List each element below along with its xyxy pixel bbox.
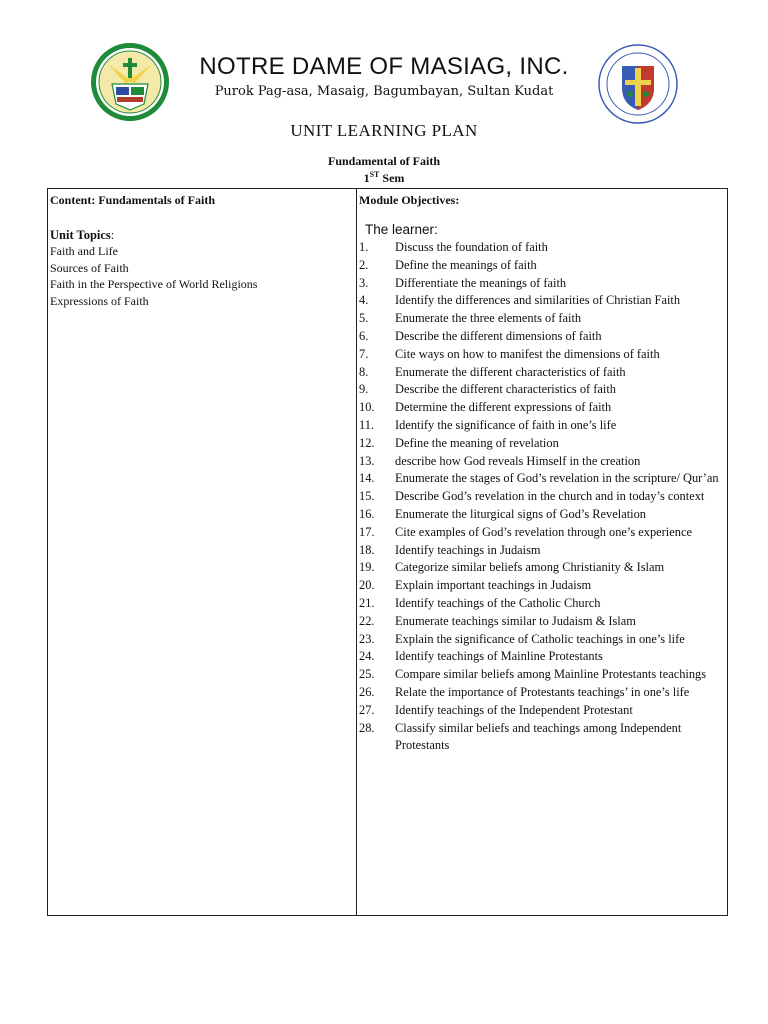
objective-text: Enumerate the liturgical signs of God’s Revelation [395, 506, 646, 521]
objective-item [359, 559, 727, 577]
objective-text: Classify similar beliefs and teachings among Independent Protestants [395, 720, 682, 753]
objective-text: Identify teachings of the Independent Protestant [395, 702, 633, 717]
objective-item [359, 417, 727, 435]
objective-item [359, 631, 727, 649]
content-heading: Content: Fundamentals of Faith [50, 193, 216, 207]
objective-number: 10. [359, 400, 375, 415]
unit-topics-label: Unit Topics [50, 227, 111, 242]
content-column [50, 192, 350, 309]
objective-number: 18. [359, 542, 375, 557]
objective-number: 8. [359, 364, 369, 379]
unit-topics-heading: Unit Topics: [50, 227, 115, 242]
plan-table [47, 188, 728, 916]
objective-item [359, 488, 727, 506]
objective-text: Enumerate the different characteristics of faith [395, 364, 626, 379]
objective-item [359, 470, 727, 488]
objective-item [359, 666, 727, 684]
objectives-list [359, 239, 727, 755]
objective-item [359, 346, 727, 364]
objective-number: 26. [359, 684, 375, 699]
objective-item [359, 310, 727, 328]
objective-text: Enumerate the stages of God’s revelation in the scripture/ Qur’an [395, 471, 719, 486]
objective-number: 24. [359, 649, 375, 664]
objective-item [359, 702, 727, 720]
objective-item [359, 292, 727, 310]
objective-number: 5. [359, 311, 369, 326]
objective-text: Identify the differences and similarities of Christian Faith [395, 293, 681, 308]
objective-item [359, 648, 727, 666]
objective-number: 21. [359, 595, 375, 610]
objective-number: 22. [359, 613, 375, 628]
objective-item [359, 328, 727, 346]
objective-text: Differentiate the meanings of faith [395, 275, 567, 290]
objective-item [359, 595, 727, 613]
objective-item [359, 257, 727, 275]
objective-text: Define the meanings of faith [395, 257, 537, 272]
topic-item: Faith in the Perspective of World Religions [50, 277, 258, 291]
objective-item [359, 399, 727, 417]
objective-item [359, 381, 727, 399]
objective-number: 27. [359, 702, 375, 717]
objective-item [359, 239, 727, 257]
objective-number: 11. [359, 417, 375, 432]
objective-item [359, 542, 727, 560]
objective-number: 9. [359, 382, 369, 397]
objective-text: Describe the different dimensions of faith [395, 328, 602, 343]
objective-number: 1. [359, 240, 369, 254]
module-objectives-heading: Module Objectives: [359, 193, 460, 207]
objective-number: 25. [359, 667, 375, 682]
objective-number: 13. [359, 453, 375, 468]
learner-label: The learner: [365, 222, 438, 237]
objective-text: Relate the importance of Protestants teachings’ in one’s life [395, 684, 690, 699]
objective-item [359, 453, 727, 471]
objective-text: Enumerate teachings similar to Judaism & Islam [395, 613, 636, 628]
objective-text: Identify teachings in Judaism [395, 542, 541, 557]
objective-text: Enumerate the three elements of faith [395, 311, 582, 326]
objective-number: 20. [359, 578, 375, 593]
objective-number: 16. [359, 506, 375, 521]
topic-item: Sources of Faith [50, 260, 129, 275]
objective-number: 28. [359, 720, 375, 735]
objective-number: 3. [359, 275, 369, 290]
plan-subtitle: Fundamental of Faith [327, 154, 440, 168]
objective-text: Compare similar beliefs among Mainline Protestants teachings [395, 667, 707, 682]
objective-number: 15. [359, 489, 375, 504]
objective-item [359, 364, 727, 382]
objective-text: Describe God’s revelation in the church and in today’s context [395, 489, 705, 504]
objective-number: 14. [359, 471, 375, 486]
objective-item [359, 275, 727, 293]
plan-title: UNIT LEARNING PLAN [290, 121, 478, 140]
objective-number: 19. [359, 560, 375, 575]
objective-text: Define the meaning of revelation [395, 435, 559, 450]
objective-item [359, 684, 727, 702]
objective-number: 4. [359, 293, 369, 308]
semester-label [0, 170, 768, 186]
objective-text: Cite examples of God’s revelation through one’s experience [395, 524, 692, 539]
column-divider [356, 189, 357, 915]
objective-number: 7. [359, 346, 369, 361]
semester-number: 1 [363, 171, 370, 185]
semester-word: Sem [382, 171, 405, 185]
topic-item: Faith and Life [50, 244, 118, 258]
objective-item [359, 613, 727, 631]
objective-item [359, 720, 727, 756]
objective-text: Identify the significance of faith in one’s life [395, 417, 617, 432]
objective-text: Describe the different characteristics of faith [395, 382, 616, 397]
objective-text: Categorize similar beliefs among Christianity & Islam [395, 560, 665, 575]
objective-item [359, 524, 727, 542]
objective-number: 6. [359, 328, 369, 343]
objective-number: 2. [359, 257, 369, 272]
objective-number: 17. [359, 524, 375, 539]
topic-item: Expressions of Faith [50, 293, 149, 308]
objective-item [359, 577, 727, 595]
objective-text: Determine the different expressions of faith [395, 400, 612, 415]
objective-text: Explain important teachings in Judaism [395, 578, 592, 593]
objective-number: 12. [359, 435, 375, 450]
objectives-column [359, 192, 727, 755]
objective-text: Discuss the foundation of faith [395, 240, 548, 254]
school-address: Purok Pag-asa, Masaig, Bagumbayan, Sultan Kudat [214, 84, 554, 99]
objective-item [359, 506, 727, 524]
school-name: NOTRE DAME OF MASIAG, INC. [199, 53, 569, 80]
semester-ordinal: ST [369, 170, 380, 179]
objective-text: Identify teachings of the Catholic Church [395, 595, 601, 610]
diocese-seal-logo [598, 44, 678, 124]
objective-text: describe how God reveals Himself in the creation [395, 453, 641, 468]
objective-item [359, 435, 727, 453]
objective-number: 23. [359, 631, 375, 646]
objective-text: Explain the significance of Catholic teachings in one’s life [395, 631, 685, 646]
objective-text: Identify teachings of Mainline Protestants [395, 649, 603, 664]
objective-text: Cite ways on how to manifest the dimensions of faith [395, 346, 660, 361]
